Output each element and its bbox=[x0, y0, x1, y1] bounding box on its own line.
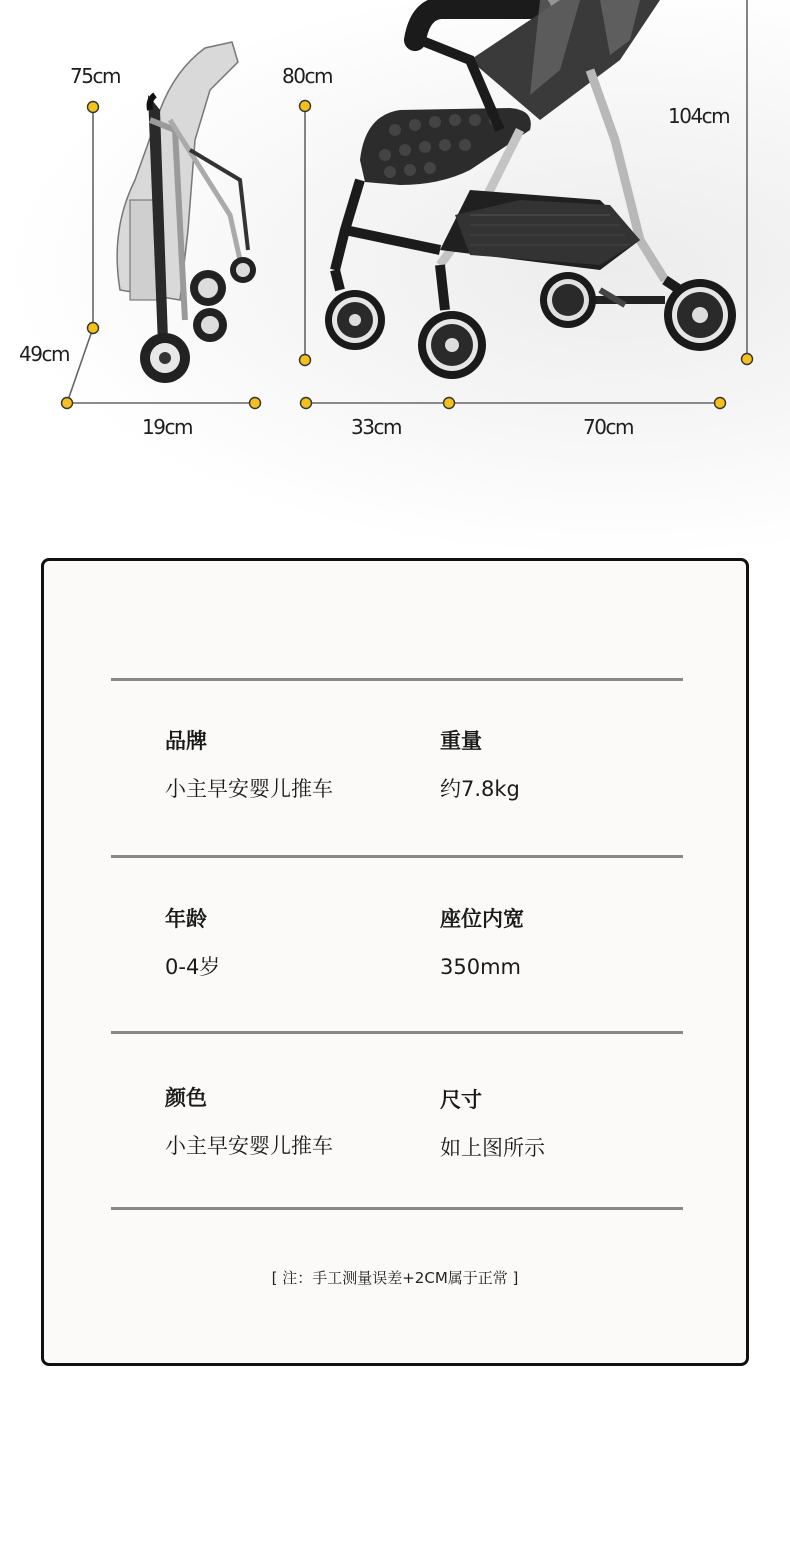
spec-label: 品牌 bbox=[165, 729, 207, 753]
marker-dot bbox=[250, 398, 261, 409]
spec-value: 约7.8kg bbox=[440, 777, 520, 801]
spec-value: 0-4岁 bbox=[165, 955, 221, 979]
spec-weight bbox=[440, 726, 690, 804]
marker-dot bbox=[88, 323, 99, 334]
spec-label: 重量 bbox=[440, 729, 482, 753]
total-height-label: 104cm bbox=[668, 104, 730, 128]
spec-label: 年龄 bbox=[165, 907, 207, 931]
marker-dot bbox=[444, 398, 455, 409]
marker-dot bbox=[300, 355, 311, 366]
front-offset-label: 33cm bbox=[351, 415, 401, 439]
spec-value: 小主早安婴儿推车 bbox=[165, 1134, 333, 1158]
marker-dot bbox=[88, 102, 99, 113]
product-dimension-figure bbox=[0, 0, 790, 560]
unfolded-stroller-image bbox=[325, 0, 736, 379]
divider bbox=[111, 855, 683, 858]
spec-value: 如上图所示 bbox=[440, 1136, 545, 1160]
spec-brand bbox=[165, 726, 415, 804]
marker-dot bbox=[715, 398, 726, 409]
seat-height-label: 80cm bbox=[282, 64, 332, 88]
divider bbox=[111, 1031, 683, 1034]
spec-seat-width bbox=[440, 904, 690, 982]
spec-value: 小主早安婴儿推车 bbox=[165, 777, 333, 801]
divider bbox=[111, 1207, 683, 1210]
folded-width-label: 19cm bbox=[142, 415, 192, 439]
spec-card bbox=[41, 558, 749, 1366]
marker-dot bbox=[62, 398, 73, 409]
marker-dot bbox=[742, 354, 753, 365]
measurement-note: [ 注：手工测量误差+2CM属于正常 ] bbox=[271, 1269, 519, 1287]
marker-dot bbox=[300, 101, 311, 112]
folded-stroller-image bbox=[117, 42, 256, 383]
spec-label: 尺寸 bbox=[440, 1088, 482, 1112]
spec-label: 颜色 bbox=[165, 1086, 207, 1110]
spec-size bbox=[440, 1085, 690, 1163]
length-label: 70cm bbox=[583, 415, 633, 439]
spec-label: 座位内宽 bbox=[440, 907, 524, 931]
spec-value: 350mm bbox=[440, 955, 521, 979]
folded-depth-label: 49cm bbox=[19, 342, 69, 366]
folded-height-label: 75cm bbox=[70, 64, 120, 88]
spec-age bbox=[165, 904, 415, 982]
marker-dot bbox=[301, 398, 312, 409]
spec-color bbox=[165, 1083, 415, 1161]
divider bbox=[111, 678, 683, 681]
